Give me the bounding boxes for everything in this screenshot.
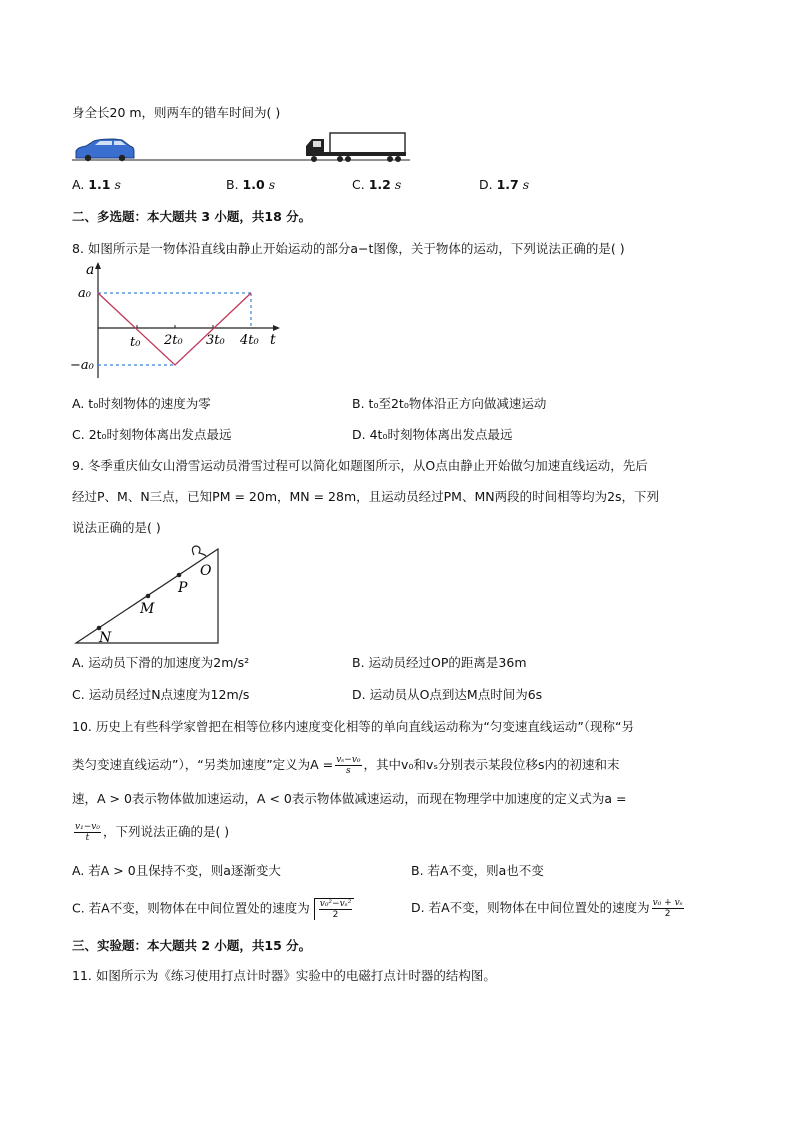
y-axis-arrow (95, 262, 101, 269)
q7-option-d[interactable]: D. 1.7 s (479, 177, 530, 192)
point-p-dot (177, 573, 182, 578)
section-2-title: 二、多选题：本大题共 3 小题，共18 分。 (72, 209, 312, 224)
q10-option-d[interactable]: D. 若A不变，则物体在中间位置处的速度为 $\frac{\text{v₀ + vₛ}}{2}$ (411, 898, 683, 919)
q7-option-a[interactable]: A. 1.1 s (72, 177, 121, 192)
q7-option-c[interactable]: C. 1.2 s (352, 177, 402, 192)
car-icon (76, 139, 134, 161)
tick-3t0: 3t₀ (206, 333, 225, 348)
q10-option-a[interactable]: A. 若A > 0且保持不变，则a逐渐变大 (72, 863, 281, 878)
y-axis-label: a (86, 262, 95, 278)
skier-icon (192, 546, 206, 556)
car-truck-figure (72, 130, 412, 164)
q8-stem: 8. 如图所示是一物体沿直线由静止开始运动的部分a−t图像，关于物体的运动，下列说法正确的是( ) (72, 241, 625, 256)
q11-stem: 11. 如图所示为《练习使用打点计时器》实验中的电磁打点计时器的结构图。 (72, 968, 496, 983)
fraction-A-def: $\frac{\text{vₛ−v₀}}{s}$ (336, 755, 361, 776)
q9-option-a[interactable]: A. 运动员下滑的加速度为2m/s² (72, 655, 250, 670)
fraction-a-def: $\frac{\text{v₁−v₀}}{t}$ (75, 822, 100, 843)
point-o-label: O (200, 563, 212, 579)
q8-option-c[interactable]: C. 2t₀时刻物体离出发点最远 (72, 427, 232, 442)
q10-stem-line2: 类匀变速直线运动”），“另类加速度”定义为A = $\frac{\text{vₛ−v₀}}{s}$ ，其中v₀和vₛ分别表示某段位移s内的初速和末 (72, 755, 620, 776)
section-3-title: 三、实验题：本大题共 2 小题，共15 分。 (72, 938, 312, 953)
point-p-label: P (178, 580, 188, 596)
q9-option-d[interactable]: D. 运动员从O点到达M点时间为6s (352, 687, 543, 702)
x-axis-arrow (273, 325, 280, 331)
q9-stem-line3: 说法正确的是( ) (72, 520, 161, 535)
a-t-line (98, 293, 251, 365)
y-top-label: a₀ (78, 286, 91, 301)
q10-stem-line3: 速，A > 0表示物体做加速运动，A < 0表示物体做减速运动，而现在物理学中加速度的定义式为a = (72, 791, 627, 806)
q7-option-b[interactable]: B. 1.0 s (226, 177, 276, 192)
q10-stem-line1: 10. 历史上有些科学家曾把在相等位移内速度变化相等的单向直线运动称为“匀变速直线运动”（现称“另 (72, 719, 635, 734)
q8-option-d[interactable]: D. 4t₀时刻物体离出发点最远 (352, 427, 513, 442)
q9-stem-line2: 经过P、M、N三点，已知PM = 20m，MN = 28m，且运动员经过PM、MN两段的时间相等均为2s，下列 (72, 489, 660, 504)
q10-stem-line4: $\frac{\text{v₁−v₀}}{t}$ ，下列说法正确的是( ) (75, 822, 230, 843)
tick-t0: t₀ (130, 335, 141, 350)
q9-option-c[interactable]: C. 运动员经过N点速度为12m/s (72, 687, 250, 702)
point-m-label: M (140, 601, 155, 617)
tick-4t0: 4t₀ (240, 333, 259, 348)
q8-option-a[interactable]: A. t₀时刻物体的速度为零 (72, 396, 211, 411)
q8-option-b[interactable]: B. t₀至2t₀物体沿正方向做减速运动 (352, 396, 547, 411)
truck-icon (306, 133, 406, 162)
q10-option-b[interactable]: B. 若A不变，则a也不变 (411, 863, 544, 878)
q10-option-c[interactable]: C. 若A不变，则物体在中间位置处的速度为 $\frac{\text{v₀²−vₛ²}}{2}$ (72, 898, 354, 920)
point-n-label: N (99, 630, 112, 646)
q8-a-t-graph (70, 260, 290, 380)
point-m-dot (146, 594, 151, 599)
q9-stem-line1: 9. 冬季重庆仙女山滑雪运动员滑雪过程可以简化如题图所示，从O点由静止开始做匀加速直线运动，先后 (72, 458, 648, 473)
y-bottom-label: −a₀ (70, 358, 94, 373)
q9-option-b[interactable]: B. 运动员经过OP的距离是36m (352, 655, 527, 670)
x-axis-label: t (270, 332, 276, 348)
tick-2t0: 2t₀ (164, 333, 183, 348)
q7-stem-tail: 身全长20 m，则两车的错车时间为( ) (72, 105, 281, 120)
q9-slope-figure (72, 543, 224, 647)
